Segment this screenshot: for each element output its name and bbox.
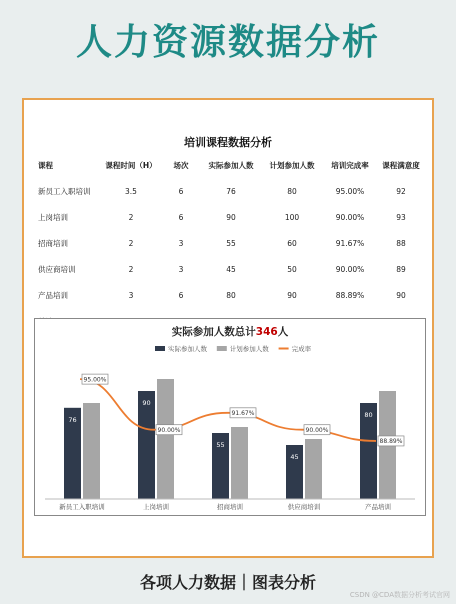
table-title: 培训课程数据分析: [184, 136, 272, 149]
table-cell: 2: [128, 212, 134, 222]
rate-label: 88.89%: [379, 438, 403, 446]
table-cell: 招商培训: [38, 238, 68, 248]
table-cell: 55: [226, 238, 236, 248]
table-cell: 90: [287, 290, 297, 300]
table-cell: 100: [284, 212, 300, 222]
table-cell: 2: [128, 264, 134, 274]
watermark: CSDN @CDA数据分析考试官网: [349, 591, 450, 599]
chart-title-highlight: 346: [255, 326, 278, 338]
table-cell: 6: [178, 290, 184, 300]
bar-label: 76: [68, 415, 77, 424]
table-cell: 3.5: [125, 186, 137, 196]
legend-label: 实际参加人数: [168, 345, 207, 353]
chart-legend: [155, 344, 312, 353]
x-tick-label: 新员工入职培训: [59, 503, 105, 511]
chart-panel: [34, 318, 426, 516]
table-cell: 3: [178, 264, 184, 274]
x-axis: [45, 499, 415, 511]
table-cell: 80: [226, 290, 236, 300]
bar: [231, 427, 248, 499]
legend-label: 完成率: [291, 345, 312, 353]
table-row: [36, 204, 424, 230]
x-tick-label: 产品培训: [365, 503, 391, 511]
bar-label: 80: [364, 411, 373, 419]
col-header: 场次: [173, 160, 189, 170]
bar: [305, 439, 322, 499]
table-cell: 3: [178, 238, 184, 248]
table-cell: 新员工入职培训: [38, 186, 91, 196]
table-cell: 88: [396, 238, 406, 248]
table-row: [36, 178, 424, 204]
table-cell: 2: [128, 238, 134, 248]
rate-label: 90.00%: [305, 427, 329, 435]
legend-swatch: [155, 346, 165, 351]
report-card: [22, 98, 434, 558]
table-cell: 60: [287, 238, 297, 248]
table-cell: 80: [287, 186, 297, 196]
x-tick-label: 招商培训: [217, 503, 243, 511]
combo-chart: [35, 319, 425, 515]
table-cell: 92: [396, 186, 406, 196]
table-cell: 88.89%: [335, 290, 365, 300]
bar-label: 90: [142, 399, 151, 407]
table-cell: 90: [226, 212, 236, 222]
bar: [138, 391, 155, 499]
x-tick-label: 供应商培训: [287, 503, 321, 511]
table-cell: 产品培训: [38, 290, 68, 300]
col-header: 实际参加人数: [208, 160, 254, 170]
table-row: [36, 282, 424, 308]
col-header: 课程: [38, 160, 53, 170]
footer-caption: 各项人力数据｜图表分析: [139, 573, 316, 592]
table-header-row: [36, 152, 424, 178]
table-cell: 91.67%: [335, 238, 365, 248]
bar-label: 55: [216, 441, 225, 449]
page-headline: 人力资源数据分析: [75, 22, 380, 63]
bar-layer: [64, 379, 396, 499]
table-cell: 50: [287, 264, 297, 274]
legend-swatch: [217, 346, 227, 351]
training-table: [36, 152, 424, 334]
table-cell: 45: [226, 264, 236, 274]
bar: [83, 403, 100, 499]
table-cell: 90.00%: [335, 212, 365, 222]
table-row: [36, 230, 424, 256]
col-header: 计划参加人数: [269, 160, 315, 170]
rate-label: 90.00%: [157, 427, 181, 435]
table-cell: 93: [396, 212, 406, 222]
table-cell: 3: [128, 290, 134, 300]
bar: [157, 379, 174, 499]
table-cell: 76: [226, 186, 236, 196]
table-cell: 6: [178, 212, 184, 222]
table-cell: 90.00%: [335, 264, 365, 274]
legend-label: 计划参加人数: [229, 345, 269, 353]
bar-label: 45: [290, 453, 299, 461]
table-cell: 供应商培训: [38, 264, 76, 274]
col-header: 课程时间（H）: [105, 160, 157, 170]
rate-label: 95.00%: [83, 376, 107, 384]
rate-label: 91.67%: [231, 410, 255, 418]
table-cell: 95.00%: [335, 186, 365, 196]
table-cell: 89: [396, 264, 406, 274]
col-header: 培训完成率: [331, 160, 369, 170]
x-tick-label: 上岗培训: [143, 503, 169, 511]
col-header: 课程满意度: [382, 160, 420, 170]
table-row: [36, 256, 424, 282]
table-cell: 上岗培训: [38, 212, 68, 222]
completion-rate-line: [80, 379, 376, 441]
chart-title: 实际参加人数总计346人: [171, 326, 289, 338]
table-cell: 6: [178, 186, 184, 196]
table-cell: 90: [396, 290, 406, 300]
